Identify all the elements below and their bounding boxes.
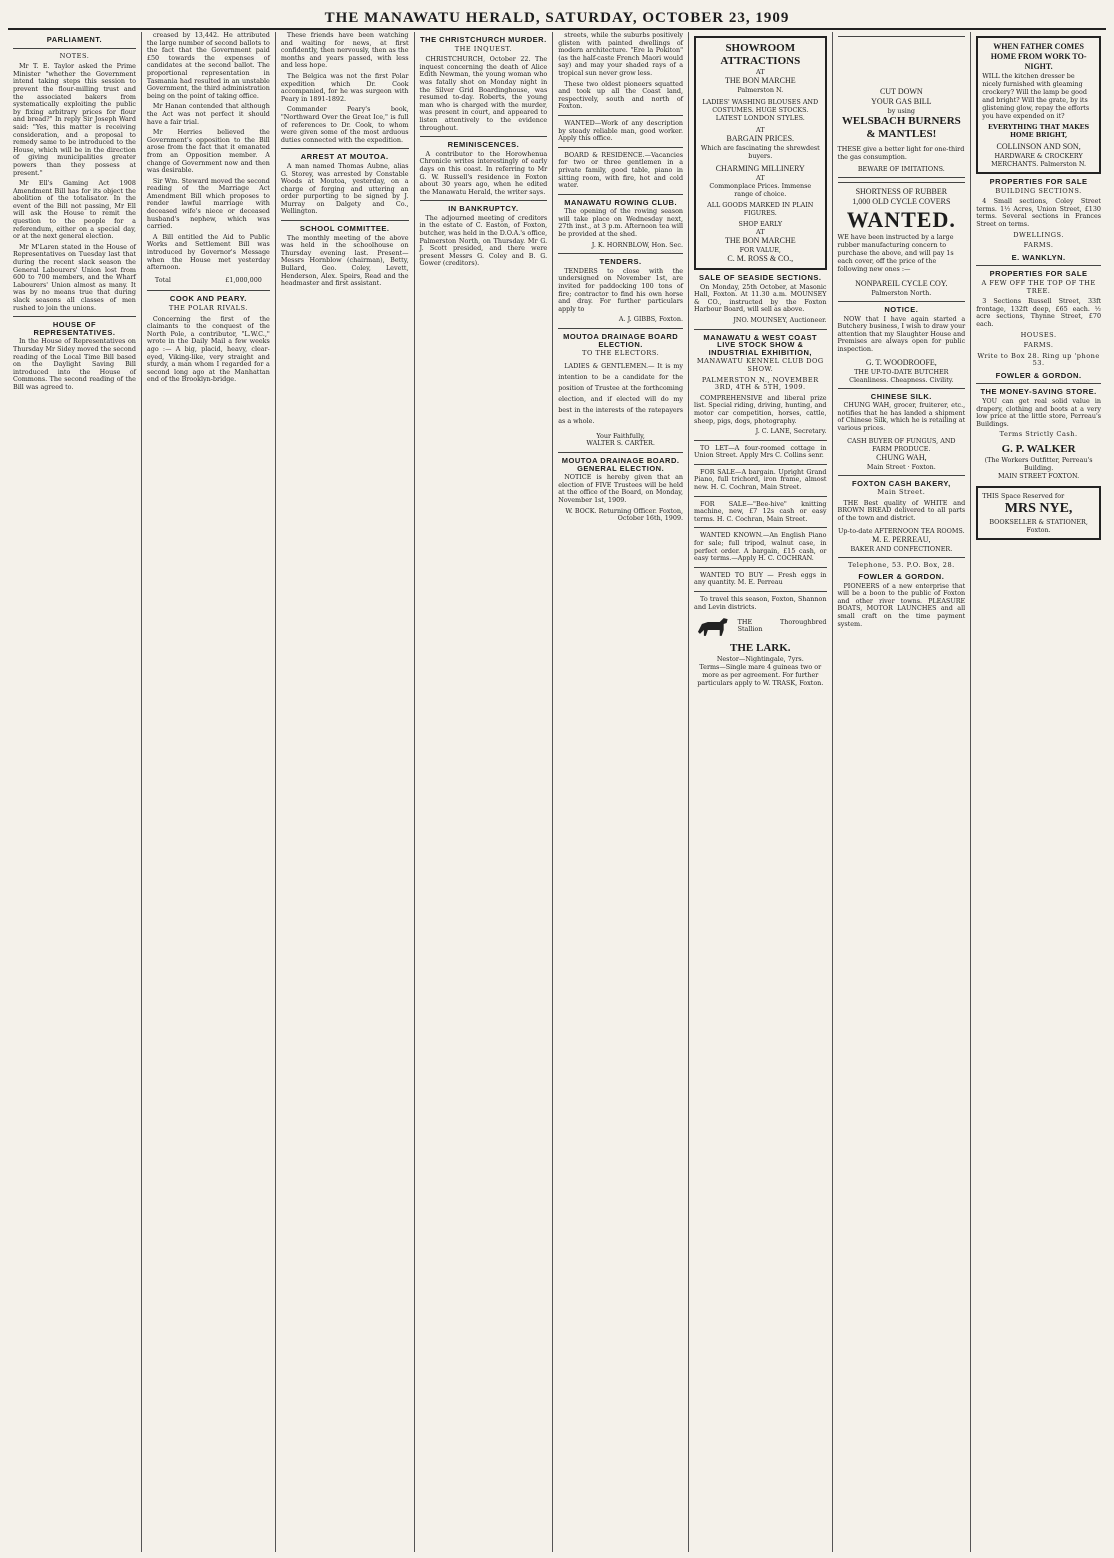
article-paragraph: The monthly meeting of the above was held in the schoolhouse on Thursday evening last. Present—Messrs Hornblow (chairman), Betty, Bullard, Geo. Coley, Levett, Henderson, Alex. Speirs, Read and the headmaster and first assistant. — [280, 233, 409, 288]
divider — [558, 452, 683, 453]
article-paragraph: Mr M'Laren stated in the House of Representatives on Tuesday last that during the recent slack season the General Labourers' Union lost from 600 to 700 members, and the Wharf Labourers' Union almost as many. It was by no means true that during slack seasons all classes of men rushed to join the unions. — [13, 242, 136, 312]
article-paragraph: These two oldest pioneers squatted and took up all the Coast land, respectively, south and north of Foxton. — [558, 79, 684, 111]
classified-ad: TO LET—A four-roomed cottage in Union Street. Apply Mrs C. Collins senr. — [694, 443, 827, 460]
ad-store-name: CHUNG WAH, — [876, 452, 927, 462]
chinese-silk-heading: CHINESE SILK. — [870, 391, 932, 401]
signature: A. J. GIBBS, Foxton. — [618, 315, 684, 324]
ad-text: BARGAIN PRICES. — [726, 134, 795, 143]
divider — [13, 48, 136, 49]
article-paragraph: In the House of Representatives on Thursday Mr Sidey moved the second reading of the Local Time Bill based on the Daylight Saving Bill introduced into the House of Commons. The second reading of the Bill was agreed to. — [13, 337, 136, 391]
article-paragraph: Mr Hanan contended that although the Act was not perfect it should have a fair trial. — [146, 102, 270, 126]
welsbach-ad — [838, 36, 966, 178]
notice-paragraph: NOTICE is hereby given that an election of FIVE Trustees will be held at the office of the Board, on Monday, November 1st, 1909. — [558, 473, 684, 504]
fowler-gordon-name: FOWLER & GORDON. — [995, 370, 1082, 380]
notice-heading: NOTICE. — [884, 305, 919, 314]
arrest-heading: ARREST AT MOUTOA. — [300, 152, 389, 162]
ad-text: ALL GOODS MARKED IN PLAIN FIGURES. — [707, 201, 814, 217]
divider — [694, 496, 826, 497]
ad-text: YOU can get real solid value in drapery, clothing and boots at a very low price at the little store, Perreau's Buildings. — [976, 397, 1102, 428]
election-address: LADIES & GENTLEMEN.— It is my intention to be a candidate for the position of Trustee at the forthcoming election, and if elected will do my best in the interests of the ratepayers as a whole. — [558, 361, 684, 425]
chung-wah-ad — [838, 437, 966, 471]
ad-text: THE Best quality of WHITE and BROWN BREAD delivered to all parts of the town and district. — [837, 498, 966, 522]
contact-line: Write to Box 28. Ring up 'phone 53. — [977, 351, 1100, 368]
ad-text: AT — [756, 68, 765, 76]
farms-sub-2: FARMS. — [1023, 341, 1054, 350]
divider — [694, 527, 826, 528]
signature: J. C. LANE, Secretary. — [755, 427, 827, 436]
ad-text: AT — [756, 126, 765, 134]
ad-store-name: C. M. ROSS & CO., — [727, 254, 794, 263]
ad-text: LADIES' WASHING BLOUSES AND COSTUMES. HUGE STOCKS. LATEST LONDON STYLES. — [702, 98, 819, 122]
ad-text: Terms—Single mare 4 guineas two or more as per agreement. For further particulars apply to W. TRASK, Foxton. — [697, 663, 824, 688]
classified-ad: BOARD & RESIDENCE.—Vacancies for two or three gentlemen in a private family, good table, piano in sitting room, with fire, hot and cold water. — [558, 150, 684, 190]
show-dates: PALMERSTON N., NOVEMBER 3RD, 4TH & 5TH, 1909. — [701, 375, 819, 392]
ad-text: Cleanliness. Cheapness. Civility. — [849, 375, 954, 384]
article-paragraph: The adjourned meeting of creditors in the estate of C. Easton, of Foxton, butcher, was held in the D.O.A.'s office, Palmerston North, on Thursday. Mr G. J. Scott presided, and there were present Messrs G. Coley and B. G. Gower (creditors). — [419, 213, 548, 268]
bon-marche-ad — [694, 36, 826, 270]
column-7 — [833, 32, 972, 1552]
ad-text: AT — [756, 228, 765, 236]
inquest-subheading: THE INQUEST. — [454, 44, 512, 53]
horse-icon — [694, 614, 734, 638]
wanted-title: WANTED. — [846, 207, 956, 232]
ad-text: FOR VALUE, — [739, 246, 781, 254]
notes-subheading: NOTES. — [59, 51, 90, 60]
polar-rivals-subheading: THE POLAR RIVALS. — [168, 304, 248, 312]
ad-text: 3 Sections Russell Street, 33ft frontage, 132ft deep, £65 each. ½ acre sections, Thynne Street, £70 each. — [976, 297, 1102, 328]
total-row — [147, 275, 270, 287]
divider — [838, 388, 966, 389]
general-election-heading: MOUTOA DRAINAGE BOARD. GENERAL ELECTION. — [561, 455, 680, 473]
ad-text: by using — [887, 107, 916, 115]
building-sections-sub: BUILDING SECTIONS. — [995, 186, 1082, 195]
article-paragraph: Commander Peary's book, "Northward Over the Great Ice," is full of references to Dr. Cook, to whom were given some of the most arduous duties connected with the expedition. — [280, 105, 409, 144]
walker-ad — [976, 443, 1101, 480]
ad-text: Palmerston North. — [871, 289, 932, 297]
ad-text: Which are fascinating the shrewdest buyers. — [700, 144, 820, 160]
signature: Your Faithfully, — [596, 431, 645, 440]
ad-store-name: MRS NYE, — [1004, 501, 1073, 517]
signature: WALTER S. CARTER. — [586, 439, 655, 448]
ad-text: WE have been instructed by a large rubber manufacturing concern to purchase the above, and will pay 1s each cover, off the price of the following new ones :— — [837, 233, 954, 273]
columns — [8, 32, 1106, 1552]
ad-text: PIONEERS of a new enterprise that will be a boon to the public of Foxton and other river towns. PLEASURE BOATS, MOTOR LAUNCHES and all small craft on the time payment system. — [837, 581, 966, 628]
article-paragraph: streets, while the suburbs positively glisten with painted dwellings of modern architecture. "Ere la Pokiton" (as the half-caste French Maori would say) and may your shaded rays of a tropical sun never grow less. — [558, 32, 684, 77]
classified-ad: WANTED KNOWN.—An English Piano for sale; full tripod, walnut case, in perfect order. A bargain, £15 cash, or easy terms.—Apply H. C. COCHRAN. — [694, 531, 827, 563]
ad-text: SHOP EARLY — [738, 220, 783, 228]
divider — [147, 290, 270, 291]
ad-store-name: M. E. PERREAU, — [872, 534, 931, 544]
signature: JNO. MOUNSEY, Auctioneer. — [733, 315, 827, 324]
ad-text: CHARMING MILLINERY — [715, 164, 805, 173]
article-paragraph: A Bill entitled the Aid to Public Works and Settlement Bill was introduced by Governor's Message when the House met yesterday afternoon. — [146, 232, 270, 272]
ad-text: CHUNG WAH, grocer, fruiterer, etc., notifies that he has landed a shipment of Chinese Silk, which he is retailing at various prices. — [837, 401, 966, 432]
top-of-tree-sub: A FEW OFF THE TOP OF THE TREE. — [981, 278, 1096, 295]
divider — [558, 194, 683, 195]
article-paragraph: Mr Herries believed the Government's opposition to the Bill arose from the fact that it emanated from an Opposition member. A change of Government now and then was desirable. — [146, 128, 270, 175]
notice-paragraph: The opening of the rowing season will take place on Wednesday next, 27th inst., at 3 p.m. Afternoon tea will be provided at the shed. — [558, 207, 684, 239]
ad-title: 1,000 OLD CYCLE COVERS — [852, 197, 951, 206]
seaside-sale-heading: SALE OF SEASIDE SECTIONS. — [699, 273, 822, 282]
mrs-nye-ad — [976, 486, 1101, 540]
article-paragraph: A man named Thomas Aubne, alias G. Storey, was arrested by Constable Woods at Moutoa, yesterday, on a charge of forging and uttering an order purporting to be signed by J. Murray on Dalgety and Co., Wellington. — [280, 161, 409, 216]
ad-text: COMPREHENSIVE and liberal prize list. Special riding, driving, hunting, and motor car competition, horses, cattle, sheep, pigs, dogs, photography. — [694, 393, 827, 425]
article-paragraph: creased by 13,442. He attributed the large number of second ballots to the fact that the Government paid £50 towards the expenses of candidates at the second ballot. The proportional representation in Tasmania had resulted in an unstable Government, the third administration being on the point of taking office. — [146, 32, 270, 100]
divider — [694, 464, 826, 465]
ad-text: HARDWARE & CROCKERY MERCHANTS. Palmerston N. — [991, 152, 1087, 168]
column-4 — [415, 32, 554, 1552]
ad-text: CUT DOWN — [879, 87, 923, 96]
ad-text: WILL the kitchen dresser be nicely furnished with gleaming crockery? Will the lamp be good and bright? Will the grate, by its glistening glow, repay the efforts you have expended on it? — [982, 72, 1090, 120]
divider — [694, 440, 826, 441]
ad-store-name: G. P. WALKER — [1001, 443, 1076, 456]
article-paragraph: Concerning the first of the claimants to the conquest of the North Pole, a contributor, "L.W.C.," wrote in the Daily Mail a few weeks ago :— A big, placid, heavy, clear-eyed, Viking-like, very straight and sturdy, a man whom I regarded for a second long ago at the Manhattan end of the Brooklyn-bridge. — [146, 314, 270, 384]
column-3 — [276, 32, 415, 1552]
ad-store-name: THE BON MARCHE — [724, 76, 796, 85]
ad-text: NOW that I have again started a Butchery business, I wish to draw your attention that my Slaughter House and Premises are always open for public inspection. — [837, 314, 966, 353]
divider — [558, 328, 683, 329]
rowing-club-heading: MANAWATU ROWING CLUB. — [564, 197, 678, 207]
total-label: Total — [154, 275, 171, 284]
classified-ad: WANTED TO BUY — Fresh eggs in any quantity. M. E. Perreau — [694, 570, 827, 587]
farms-sub: FARMS. — [1023, 241, 1054, 250]
divider — [13, 316, 136, 317]
classified-ad: FOR SALE—A bargain. Upright Grand Piano, full trichord, iron frame, almost new. H. C. Cochran, Main Street. — [694, 467, 827, 492]
kennel-subheading: MANAWATU KENNEL CLUB DOG SHOW. — [696, 357, 824, 373]
show-heading: MANAWATU & WEST COAST LIVE STOCK SHOW & INDUSTRIAL EXHIBITION, — [703, 332, 818, 357]
divider — [558, 147, 683, 148]
school-committee-heading: SCHOOL COMMITTEE. — [299, 224, 390, 234]
ad-text: THESE give a better light for one-third the gas consumption. — [837, 145, 965, 161]
house-heading: HOUSE OF REPRESENTATIVES. — [33, 320, 116, 337]
fowler-gordon-heading: FOWLER & GORDON. — [858, 572, 945, 582]
butcher-ad — [838, 358, 966, 384]
divider — [976, 383, 1101, 384]
ad-text: THE UP-TO-DATE BUTCHER — [854, 367, 949, 376]
divider — [838, 557, 966, 558]
divider — [694, 567, 826, 568]
divider — [976, 265, 1101, 266]
ad-text: THIS Space Reserved for — [982, 492, 1065, 501]
notice-paragraph: TENDERS to close with the undersigned on November 1st, are invited for paddocking 100 tons of fire; contractor to find his own horse and dray. For further particulars apply to — [558, 266, 684, 313]
ad-text: Commonplace Prices. Immense range of choice. — [709, 182, 812, 198]
ad-text: YOUR GAS BILL — [871, 97, 932, 106]
parliament-heading: PARLIAMENT. — [46, 35, 103, 44]
bakery-heading: FOXTON CASH BAKERY, — [852, 478, 951, 488]
divider — [281, 220, 409, 221]
ad-text: THE Thoroughbred Stallion — [737, 617, 827, 634]
electors-subheading: TO THE ELECTORS. — [582, 349, 660, 358]
ad-text: Up-to-date AFTERNOON TEA ROOMS. — [838, 526, 965, 535]
article-paragraph: CHRISTCHURCH, October 22. The inquest concerning the death of Alice Edith Newman, the young woman who was fatally shot on Monday night in the Silver Grid Boardinghouse, was resumed to-day. Roberts, the young man who is charged with the murder, was present in court, and appeared to listen attentively to the evidence throughout. — [419, 55, 548, 132]
divider — [558, 253, 683, 254]
ad-text: AT — [756, 174, 765, 182]
column-8 — [971, 32, 1106, 1552]
column-1 — [8, 32, 142, 1552]
article-paragraph: A contributor to the Horowhenua Chronicle writes interestingly of early days on this coast. In referring to Mr G. W. Russell's residence in Foxton about 30 years ago, when he edited the Manawatu Herald, the writer says. — [419, 149, 548, 196]
ad-text: 4 Small sections, Coley Street terms. 1½ Acres, Union Street, £130 terms. Several sections in Frances Street on terms. — [976, 197, 1102, 228]
article-paragraph: Mr T. E. Taylor asked the Prime Minister "whether the Government intend taking steps this session to prevent the flour-milling trust and the associated bakers from systematically exploiting the public by fixing arbitrary prices for flour and bread?" In reply Sir Joseph Ward said: "Yes, this matter is receiving consideration, and a proposal to remedy same to be introduced to the House, which will be in the direction of giving municipalities greater powers than they possess at present." — [13, 62, 136, 177]
stallion-name: THE LARK. — [730, 642, 791, 655]
ad-title: SHOWROOM — [725, 42, 796, 54]
ad-text: Main Street · Foxton. — [866, 462, 936, 471]
reminiscences-heading: REMINISCENCES. — [447, 140, 520, 150]
properties-heading-2: PROPERTIES FOR SALE — [989, 269, 1088, 279]
ad-text: EVERYTHING THAT MAKES HOME BRIGHT, — [988, 123, 1090, 139]
wanklyn-name: E. WANKLYN. — [1011, 252, 1066, 262]
ad-text: BOOKSELLER & STATIONER, Foxton. — [989, 518, 1088, 535]
properties-heading: PROPERTIES FOR SALE — [989, 177, 1088, 186]
divider — [838, 475, 966, 476]
ad-store-name: NONPAREIL CYCLE COY. — [855, 279, 948, 288]
rubber-ad — [838, 182, 966, 302]
classified-ad: WANTED—Work of any description by steady reliable man, good worker. Apply this office. — [558, 118, 684, 143]
ad-text: MAIN STREET FOXTON. — [997, 472, 1080, 481]
murder-heading: THE CHRISTCHURCH MURDER. — [420, 35, 547, 44]
ad-text: Palmerston N. — [737, 86, 784, 94]
ad-title: WHEN FATHER COMES HOME FROM WORK TO-NIGHT. — [990, 42, 1087, 71]
total-value: £1,000,000 — [225, 275, 262, 284]
terms-line: Terms Strictly Cash. — [999, 430, 1078, 439]
ad-text: CASH BUYER OF FUNGUS, AND FARM PRODUCE. — [847, 436, 956, 453]
classified-ad: FOR SALE—"Bee-hive" knitting machine, new, £7 12s cash or easy terms. H. C. Cochran, Main Street. — [694, 499, 827, 523]
signature: W. BOCK. Returning Officer. Foxton, October 16th, 1909. — [565, 506, 684, 523]
ad-text: BAKER AND CONFECTIONER. — [850, 544, 953, 553]
column-6 — [689, 32, 832, 1552]
bankruptcy-heading: IN BANKRUPTCY. — [448, 204, 519, 214]
column-2 — [142, 32, 276, 1552]
telephone-line: Telephone, 53. P.O. Box, 28. — [847, 560, 955, 569]
divider — [694, 591, 826, 592]
drainage-election-heading: MOUTOA DRAINAGE BOARD ELECTION. — [563, 332, 679, 349]
houses-sub: HOUSES. — [1020, 330, 1057, 339]
ad-text: (The Workers Outfitter, Perreau's Building. — [984, 456, 1093, 473]
ad-title: ATTRACTIONS — [720, 55, 801, 67]
ad-text: BEWARE OF IMITATIONS. — [857, 165, 945, 173]
divider — [281, 148, 409, 149]
stallion-row — [694, 614, 826, 638]
bakery-location: Main Street. — [877, 488, 926, 497]
divider — [558, 115, 683, 116]
ad-store-name: COLLINSON AND SON, — [996, 142, 1081, 151]
article-paragraph: These friends have been watching and waiting for news, at first confidently, then nervously, then as the months and years passed, with less and less hope. — [280, 32, 409, 70]
article-paragraph: Mr Ell's Gaming Act 1908 Amendment Bill has for its object the abolition of the totalisator. In the event of the Bill not passing, Mr Ell will ask the House to remit the question to the people for a referendum, either on a special day, or at the next general election. — [13, 179, 136, 241]
collinson-ad — [976, 36, 1101, 174]
masthead: THE MANAWATU HERALD, SATURDAY, OCTOBER 23, 1909 — [8, 6, 1106, 30]
ad-text: On Monday, 25th October, at Masonic Hall, Foxton. At 11.30 a.m. MOUNSEY & CO., instructed by the Foxton Harbour Board, will sell as above. — [694, 282, 827, 314]
article-paragraph: The Belgica was not the first Polar expedition which Dr. Cook accompanied, for he was surgeon with Peary in 1891-1892. — [280, 71, 409, 103]
signature: J. K. HORNBLOW, Hon. Sec. — [591, 240, 684, 249]
ad-title: WELSBACH BURNERS & MANTLES! — [841, 115, 961, 140]
article-paragraph: Sir Wm. Steward moved the second reading of the Marriage Act Amendment Bill which proposes to render lawful marriage with deceased wife's niece or deceased husband's nephew, which was carried. — [146, 176, 270, 231]
dwellings-sub: DWELLINGS. — [1013, 230, 1064, 239]
cook-peary-heading: COOK AND PEARY. — [169, 294, 247, 304]
ad-text: Nestor—Nightingale, 7yrs. — [716, 655, 804, 664]
tenders-heading: TENDERS. — [599, 257, 642, 267]
divider — [420, 136, 548, 137]
perreau-ad — [838, 527, 966, 553]
money-saving-heading: THE MONEY-SAVING STORE. — [980, 387, 1097, 397]
ad-title: SHORTNESS OF RUBBER — [855, 187, 948, 196]
ad-store-name: G. T. WOODROOFE, — [865, 357, 937, 367]
stallion-ad — [694, 642, 826, 687]
divider — [420, 200, 548, 201]
ad-store-name: THE BON MARCHE — [724, 236, 796, 245]
column-5 — [553, 32, 689, 1552]
classified-ad: To travel this season, Foxton, Shannon and Levin districts. — [694, 595, 827, 611]
divider — [694, 329, 826, 330]
